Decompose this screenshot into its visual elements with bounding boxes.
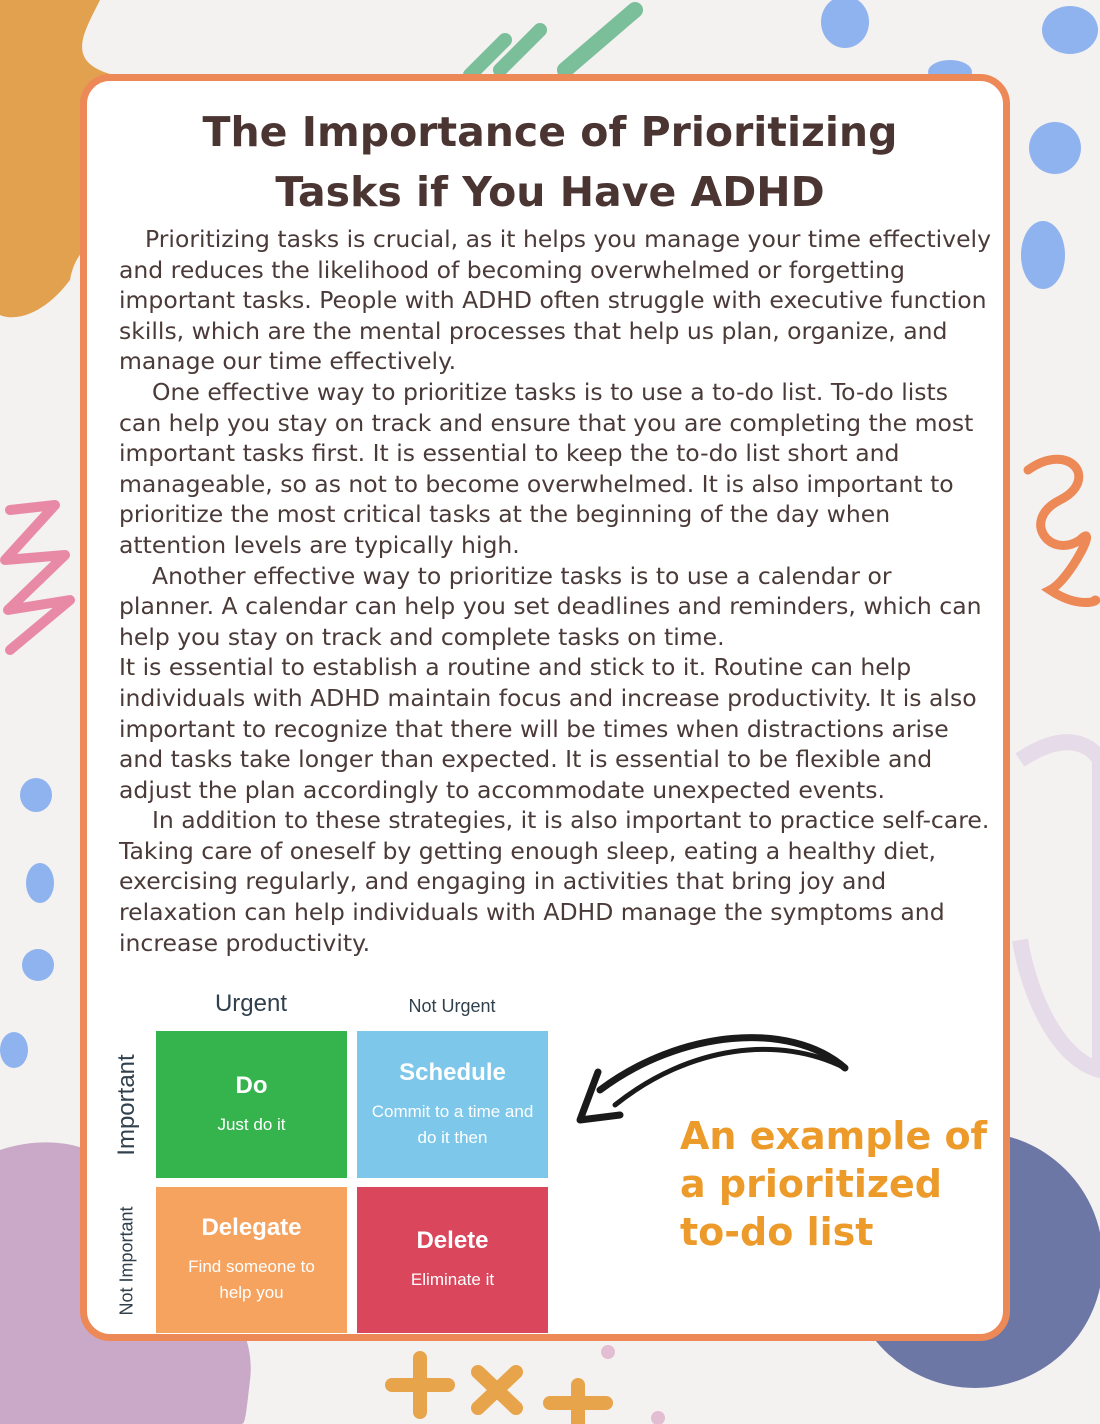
caption-line: to-do list <box>680 1210 874 1254</box>
matrix-caption <box>680 1112 1000 1256</box>
page-title <box>0 102 1100 222</box>
orange-coil <box>1028 459 1096 602</box>
blue-blob <box>1021 221 1065 289</box>
quadrant-description: Commit to a time and do it then <box>371 1101 534 1147</box>
pink-zigzag <box>5 505 70 650</box>
blue-blob <box>1042 6 1098 54</box>
orange-plus-2 <box>550 1385 606 1424</box>
quadrant-delete <box>357 1187 548 1333</box>
blue-blob <box>821 0 869 48</box>
paragraph: Prioritizing tasks is crucial, as it helps you manage your time effectively and reduces the likelihood of becoming overwhelmed or forgetting important tasks. People with ADHD often struggle with executive function skills, which are the mental processes that help us plan, organize, and manage our time effectively. <box>119 225 991 376</box>
orange-plus <box>392 1358 448 1412</box>
quadrant-schedule <box>357 1031 548 1178</box>
paragraph: In addition to these strategies, it is also important to practice self-care. Taking care of oneself by getting enough sleep, eating a healthy diet, exercising regularly, and engaging in activities that bring joy and relaxation can help individuals with ADHD manage the symptoms and increase productivity. <box>119 806 990 957</box>
blue-dot <box>26 863 54 903</box>
column-label-not-urgent: Not Urgent <box>408 996 496 1016</box>
caption-line: An example of <box>680 1114 988 1158</box>
quadrant-description: Eliminate it <box>410 1270 495 1289</box>
orange-x <box>478 1372 516 1408</box>
quadrant-delegate <box>156 1187 347 1333</box>
blue-dot <box>0 1032 28 1068</box>
pink-dot <box>651 1411 665 1424</box>
blue-dot <box>20 778 52 812</box>
green-squiggle-2 <box>565 10 635 70</box>
paragraph: One effective way to prioritize tasks is to use a to-do list. To-do lists can help you stay on track and ensure that you are completing the most important tasks first. It is essential to keep the to-do list short and manageable, so as not to become overwhelmed. It is also important to prioritize the most critical tasks at the beginning of the day when attention levels are typically high. <box>119 377 974 559</box>
quadrant-do <box>156 1031 347 1178</box>
green-squiggle <box>470 30 540 75</box>
quadrant-title: Schedule <box>399 1058 506 1086</box>
quadrant-title: Do <box>235 1071 268 1099</box>
row-label-important: Important <box>113 1054 140 1156</box>
title-line-1: The Importance of Prioritizing <box>202 108 898 156</box>
title-line-2: Tasks if You Have ADHD <box>275 168 825 216</box>
quadrant-description: Find someone to help you <box>188 1257 315 1302</box>
row-label-not-important: Not Important <box>116 1206 137 1316</box>
pink-dot <box>601 1345 615 1359</box>
column-label-urgent: Urgent <box>214 990 288 1017</box>
quadrant-title: Delegate <box>201 1214 302 1241</box>
quadrant-description: Just do it <box>217 1114 286 1134</box>
paragraph: It is essential to establish a routine and stick to it. Routine can help individuals with ADHD maintain focus and increase productivity. It is also important to recognize that there will be times when distractions arise and tasks take longer than expected. It is essential to be flexible and adjust the plan accordingly to accommodate unexpected events. <box>119 653 977 804</box>
paragraph: Another effective way to prioritize tasks is to use a calendar or planner. A calendar can help you set deadlines and reminders, which can help you stay on track and complete tasks on time. <box>119 561 982 651</box>
caption-line: a prioritized <box>680 1162 942 1206</box>
lavender-ring <box>1020 742 1100 1070</box>
blue-dot <box>22 949 54 981</box>
quadrant-title: Delete <box>416 1227 489 1254</box>
article-body <box>119 224 994 958</box>
